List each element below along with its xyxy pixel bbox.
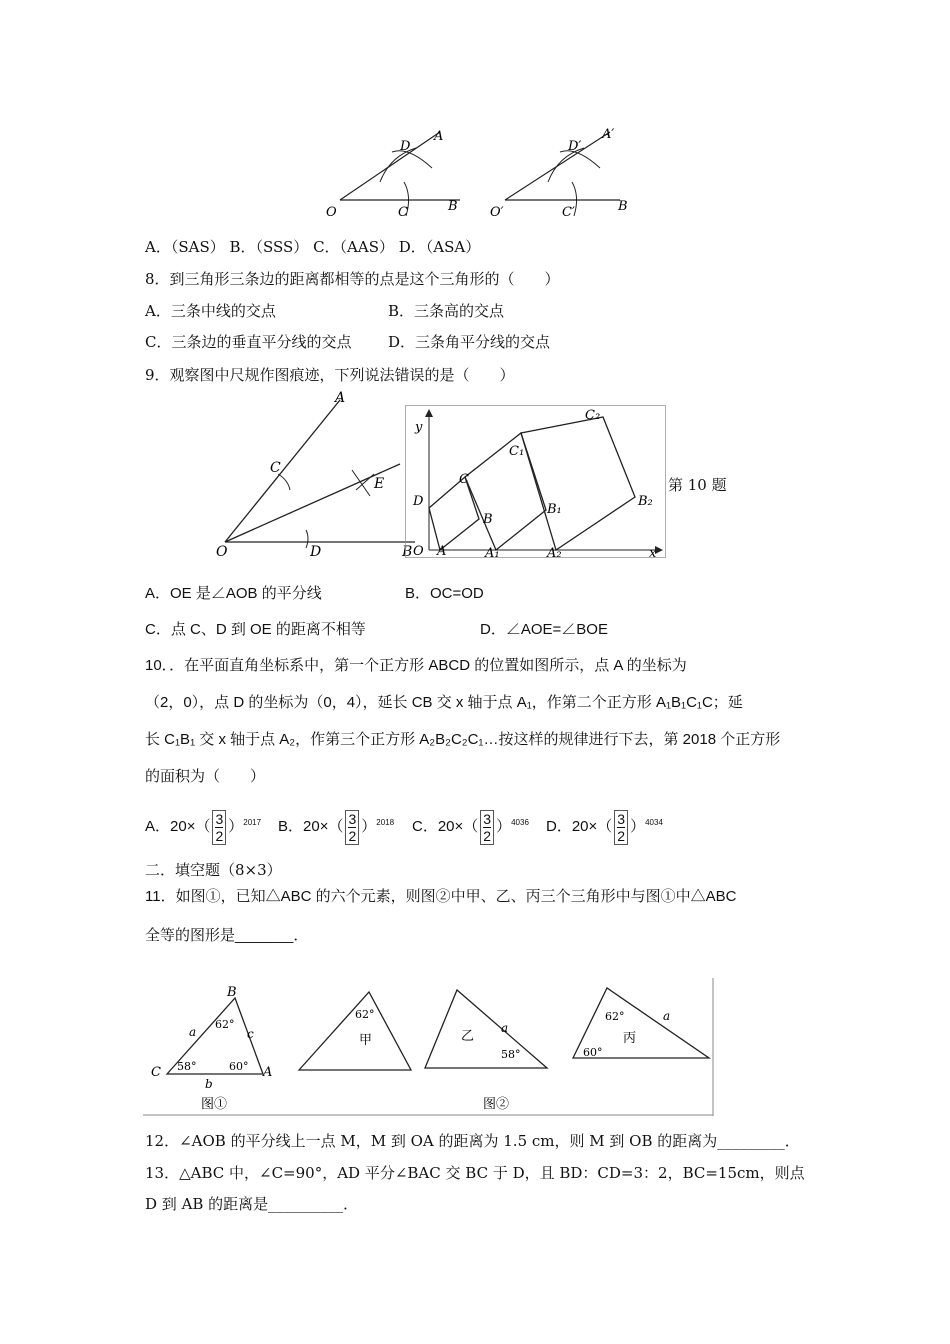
q11-figure bbox=[143, 978, 715, 1118]
q9-option-b: B．OC=OD bbox=[405, 585, 484, 602]
q12-text: 12．∠AOB 的平分线上一点 M，M 到 OA 的距离为 1.5 cm，则 M 到 OB 的距离为_________． bbox=[145, 1132, 800, 1150]
q7-right-O: O′ bbox=[490, 205, 504, 220]
q11-fig2-caption: 图② bbox=[483, 1097, 510, 1112]
q10-label-C: C bbox=[459, 472, 469, 487]
q9-label-E: E bbox=[374, 476, 385, 492]
q11-yi-angle: 58° bbox=[501, 1048, 521, 1061]
q11-line1: 11．如图①，已知△ABC 的六个元素，则图②中甲、乙、丙三个三角形中与图①中△ABC bbox=[145, 888, 737, 905]
q10-label-C1: C₁ bbox=[509, 444, 525, 459]
q10-option-b: B．20×（ $\frac{3}{2} )^{2018}$ bbox=[278, 810, 395, 844]
q13-line1: 13．△ABC 中，∠C=90°，AD 平分∠BAC 交 BC 于 D，且 BD：CD=3：2，BC=15cm，则点 bbox=[145, 1164, 805, 1182]
q7-left-A: A bbox=[434, 129, 444, 144]
q11-bing-a: a bbox=[663, 1009, 671, 1023]
q13-line2: D 到 AB 的距离是__________． bbox=[145, 1195, 359, 1213]
q11-fig1-angle-58: 58° bbox=[177, 1060, 197, 1073]
q8-stem: 8．到三角形三条边的距离都相等的点是这个三角形的（ ） bbox=[145, 270, 560, 288]
fig10-caption: 第 10 题 bbox=[668, 476, 727, 494]
section-2-heading: 二．填空题（8×3） bbox=[145, 861, 282, 879]
q8-option-c: C．三条边的垂直平分线的交点 bbox=[145, 333, 352, 351]
q10-option-c: C．20×（ $\frac{3}{2} )^{4036}$ bbox=[412, 810, 529, 844]
q11-label-a: a bbox=[189, 1025, 197, 1039]
q11-label-B: B bbox=[227, 985, 237, 1000]
q10-line1: 10．．在平面直角坐标系中，第一个正方形 ABCD 的位置如图所示，点 A 的坐标为 bbox=[145, 657, 687, 674]
q7-right-C: C′ bbox=[562, 205, 575, 220]
q10-label-B: B bbox=[483, 512, 493, 527]
q11-jia-label: 甲 bbox=[359, 1033, 373, 1048]
q7-left-B: B bbox=[448, 199, 458, 214]
q11-yi-a: a bbox=[501, 1021, 509, 1035]
q11-fig1-caption: 图① bbox=[201, 1097, 228, 1112]
q7-left-D: D bbox=[400, 139, 411, 154]
q9-option-a: A．OE 是∠AOB 的平分线 bbox=[145, 585, 322, 602]
q9-label-D: D bbox=[310, 544, 322, 560]
q7-right-A: A′ bbox=[602, 127, 615, 142]
q7-figure bbox=[320, 122, 640, 222]
q9-option-d: D．∠AOE=∠BOE bbox=[480, 621, 608, 638]
q10-axis-x: x bbox=[649, 546, 657, 561]
q7-right-D: D′ bbox=[568, 139, 582, 154]
q9-option-c: C．点 C、D 到 OE 的距离不相等 bbox=[145, 621, 366, 638]
q9-label-B: B bbox=[402, 544, 413, 560]
q11-jia-angle: 62° bbox=[355, 1008, 375, 1021]
q11-yi-label: 乙 bbox=[461, 1029, 475, 1044]
q10-label-A2: A₂ bbox=[547, 546, 562, 561]
q10-label-A: A bbox=[437, 544, 447, 559]
q7-left-O: O bbox=[326, 205, 337, 220]
q9-label-A: A bbox=[335, 390, 346, 406]
q7-right-B: B bbox=[618, 199, 628, 214]
q11-bing-angle-62: 62° bbox=[605, 1010, 625, 1023]
q11-bing-angle-60: 60° bbox=[583, 1046, 603, 1059]
q11-label-C: C bbox=[151, 1065, 161, 1080]
q7-options: A．（SAS） B．（SSS） C．（AAS） D．（ASA） bbox=[145, 238, 481, 256]
q11-bing-label: 丙 bbox=[623, 1031, 637, 1046]
q11-fig1-angle-62: 62° bbox=[215, 1018, 235, 1031]
q10-axis-y: y bbox=[415, 420, 423, 435]
q10-label-B2: B₂ bbox=[638, 494, 653, 509]
q9-figure bbox=[210, 390, 420, 560]
q11-label-b: b bbox=[205, 1077, 213, 1091]
q9-stem: 9．观察图中尺规作图痕迹，下列说法错误的是（ ） bbox=[145, 366, 515, 384]
q10-label-D: D bbox=[413, 494, 424, 509]
q10-option-d: D．20×（ $\frac{3}{2} )^{4034}$ bbox=[546, 810, 663, 844]
q10-line2: （2，0），点 D 的坐标为（0，4），延长 CB 交 x 轴于点 A₁，作第二个正方形 A₁B₁C₁C；延 bbox=[145, 694, 743, 711]
q10-option-a: A．20×（ $\frac{3}{2} )^{2017}$ bbox=[145, 810, 262, 844]
q10-line4: 的面积为（ ） bbox=[145, 768, 266, 785]
q10-label-A1: A₁ bbox=[485, 546, 500, 561]
q11-label-c: c bbox=[247, 1027, 254, 1041]
q10-label-C2: C₂ bbox=[585, 408, 601, 423]
q7-left-C: C bbox=[398, 205, 408, 220]
q10-label-O: O bbox=[413, 544, 424, 559]
q11-line2: 全等的图形是_______． bbox=[145, 927, 309, 944]
q11-label-A: A bbox=[263, 1065, 273, 1080]
q8-option-d: D．三条角平分线的交点 bbox=[388, 333, 551, 351]
q9-label-C: C bbox=[270, 460, 281, 476]
q9-label-O: O bbox=[216, 544, 228, 560]
q10-label-B1: B₁ bbox=[547, 502, 562, 517]
q11-fig1-angle-60: 60° bbox=[229, 1060, 249, 1073]
q10-figure bbox=[405, 405, 670, 563]
q8-option-b: B．三条高的交点 bbox=[388, 302, 505, 320]
q10-line3: 长 C₁B₁ 交 x 轴于点 A₂，作第三个正方形 A₂B₂C₂C₁…按这样的规律进行下去，第 2018 个正方形 bbox=[145, 731, 781, 748]
q8-option-a: A．三条中线的交点 bbox=[145, 302, 276, 320]
